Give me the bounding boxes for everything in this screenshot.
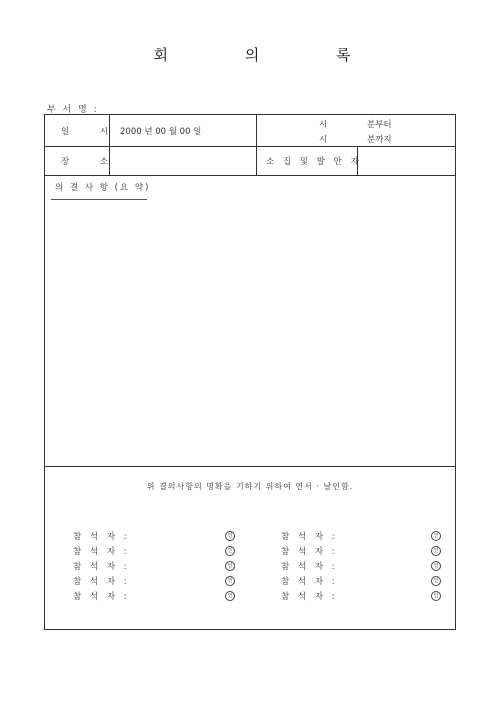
seal-icon: 인 <box>225 546 235 556</box>
place-label: 장 소 <box>61 157 123 167</box>
seal-icon: 인 <box>225 561 235 571</box>
seal-icon: 인 <box>431 546 441 556</box>
attendee-label: 참 석 자 : <box>73 577 130 587</box>
attendee-label: 참 석 자 : <box>73 562 130 572</box>
seal-icon: 인 <box>225 591 235 601</box>
end-minute-label: 분까지 <box>367 135 392 145</box>
start-minute-label: 분부터 <box>367 120 392 130</box>
attendee-label: 참 석 자 : <box>73 547 130 557</box>
attendee-label: 참 석 자 : <box>73 592 130 602</box>
start-hour-label: 시 <box>319 120 328 130</box>
resolution-label: 의 결 사 항 (요 약) <box>55 183 151 193</box>
department-label: 부 서 명 : <box>47 105 99 115</box>
row-divider <box>45 175 455 176</box>
page-title: 회 의 록 <box>153 46 387 64</box>
attendee-label: 참 석 자 : <box>73 532 130 542</box>
date-label: 일 시 <box>61 127 123 137</box>
row-divider <box>45 146 455 147</box>
attendee-label: 참 석 자 : <box>281 532 338 542</box>
seal-icon: 인 <box>431 591 441 601</box>
signature-note: 위 결의사항의 명확을 기하기 위하여 연서 · 날인함. <box>146 482 354 491</box>
seal-icon: 인 <box>431 576 441 586</box>
convener-label: 소 집 및 발 안 자 <box>266 157 362 167</box>
seal-icon: 인 <box>431 531 441 541</box>
row-divider <box>45 466 455 467</box>
attendee-label: 참 석 자 : <box>281 562 338 572</box>
attendee-label: 참 석 자 : <box>281 577 338 587</box>
seal-icon: 인 <box>225 576 235 586</box>
end-hour-label: 시 <box>319 135 328 145</box>
seal-icon: 인 <box>225 531 235 541</box>
attendee-label: 참 석 자 : <box>281 592 338 602</box>
minutes-form <box>44 114 456 630</box>
attendee-label: 참 석 자 : <box>281 547 338 557</box>
resolution-underline <box>51 199 147 200</box>
date-value: 2000 년 00 월 00 일 <box>120 127 202 137</box>
seal-icon: 인 <box>431 561 441 571</box>
column-divider <box>256 115 257 175</box>
